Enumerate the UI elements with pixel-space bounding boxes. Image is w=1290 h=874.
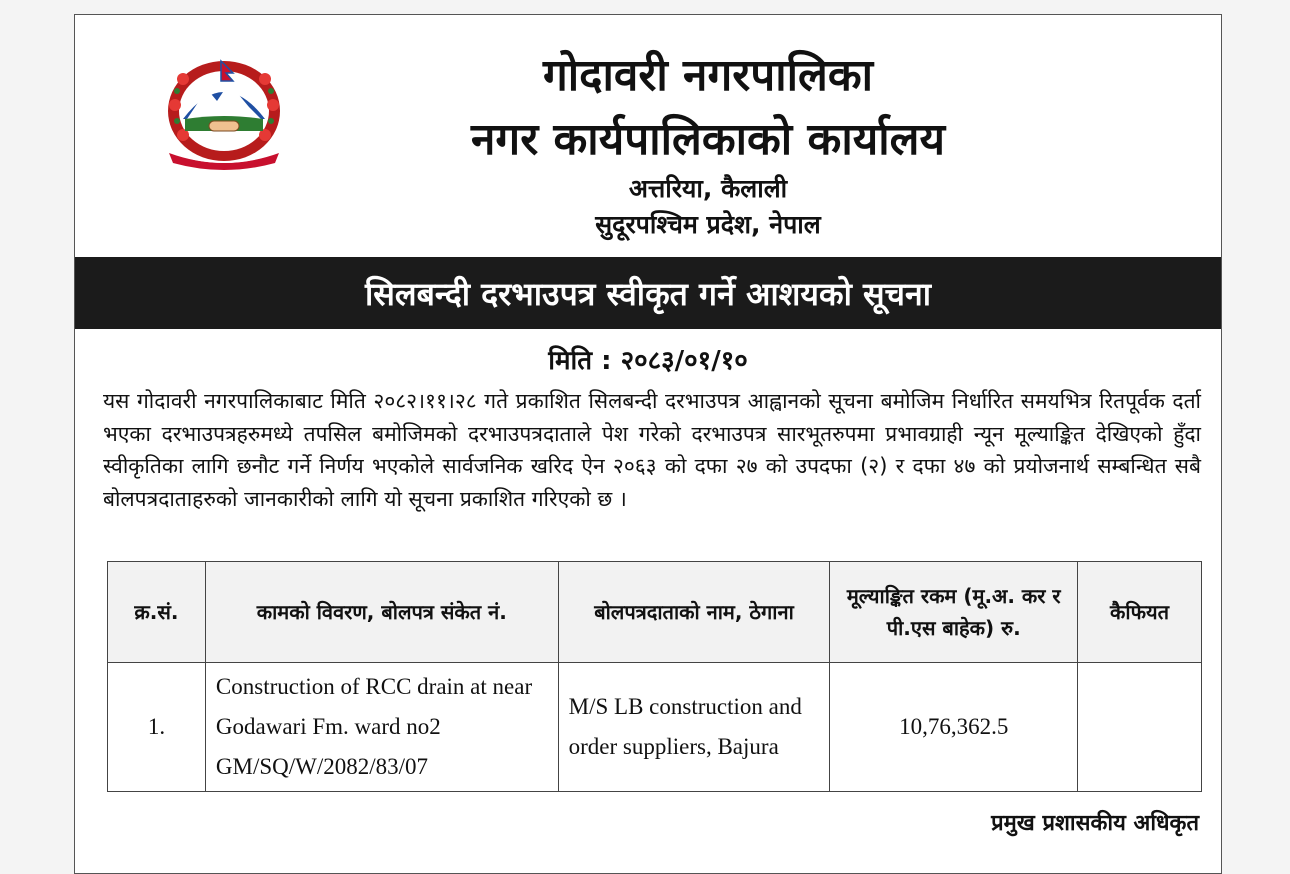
notice-title: सिलबन्दी दरभाउपत्र स्वीकृत गर्ने आशयको सूचना: [364, 274, 931, 313]
cell-serial-number: 1.: [108, 663, 206, 792]
cell-remarks: [1078, 663, 1202, 792]
header-bidder-name: बोलपत्रदाताको नाम, ठेगाना: [558, 562, 830, 663]
address-line-1: अत्तरिया, कैलाली: [628, 174, 788, 203]
office-name: नगर कार्यपालिकाको कार्यालय: [471, 114, 945, 165]
award-table: [107, 561, 1202, 792]
header-work-description: कामको विवरण, बोलपत्र संकेत नं.: [205, 562, 558, 663]
address-line-2: सुदूरपश्चिम प्रदेश, नेपाल: [595, 210, 821, 239]
signoff-title: प्रमुख प्रशासकीय अधिकृत: [991, 811, 1199, 836]
cell-work-description: Construction of RCC drain at near Godawari Fm. ward no2 GM/SQ/W/2082/83/07: [205, 663, 558, 792]
header-remarks: कैफियत: [1078, 562, 1202, 663]
notice-title-banner: [75, 257, 1221, 329]
municipality-name: गोदावरी नगरपालिका: [542, 50, 874, 101]
cell-evaluated-amount: 10,76,362.5: [830, 663, 1078, 792]
cell-bidder-name: M/S LB construction and order suppliers, Bajura: [558, 663, 830, 792]
notice-body: यस गोदावरी नगरपालिकाबाट मिति २०८२।११।२८ गते प्रकाशित सिलबन्दी दरभाउपत्र आह्वानको सूचना बमोजिम निर्धारित समयभित्र रितपूर्वक दर्ता भएका दरभाउपत्रहरुमध्ये तपसिल बमोजिमको दरभाउपत्रदाताले पेश गरेको दरभाउपत्र सारभूतरुपमा प्रभावग्राही न्यून मूल्याङ्कित देखिएको हुँदा स्वीकृतिका लागि छनौट गर्ने निर्णय भएकोले सार्वजनिक खरिद ऐन २०६३ को दफा २७ को उपदफा (२) र दफा ४७ को प्रयोजनार्थ सम्बन्धित सबै बोलपत्रदाताहरुको जानकारीको लागि यो सूचना प्रकाशित गरिएको छ ।: [103, 389, 1201, 511]
notice-sheet: [74, 14, 1222, 874]
table-row: [108, 663, 1202, 792]
table-header-row: [108, 562, 1202, 663]
notice-date: मिति : २०८३/०१/१०: [548, 346, 748, 376]
header-evaluated-amount: मूल्याङ्कित रकम (मू.अ. कर र पी.एस बाहेक) रु.: [830, 562, 1078, 663]
header-serial-number: क्र.सं.: [108, 562, 206, 663]
